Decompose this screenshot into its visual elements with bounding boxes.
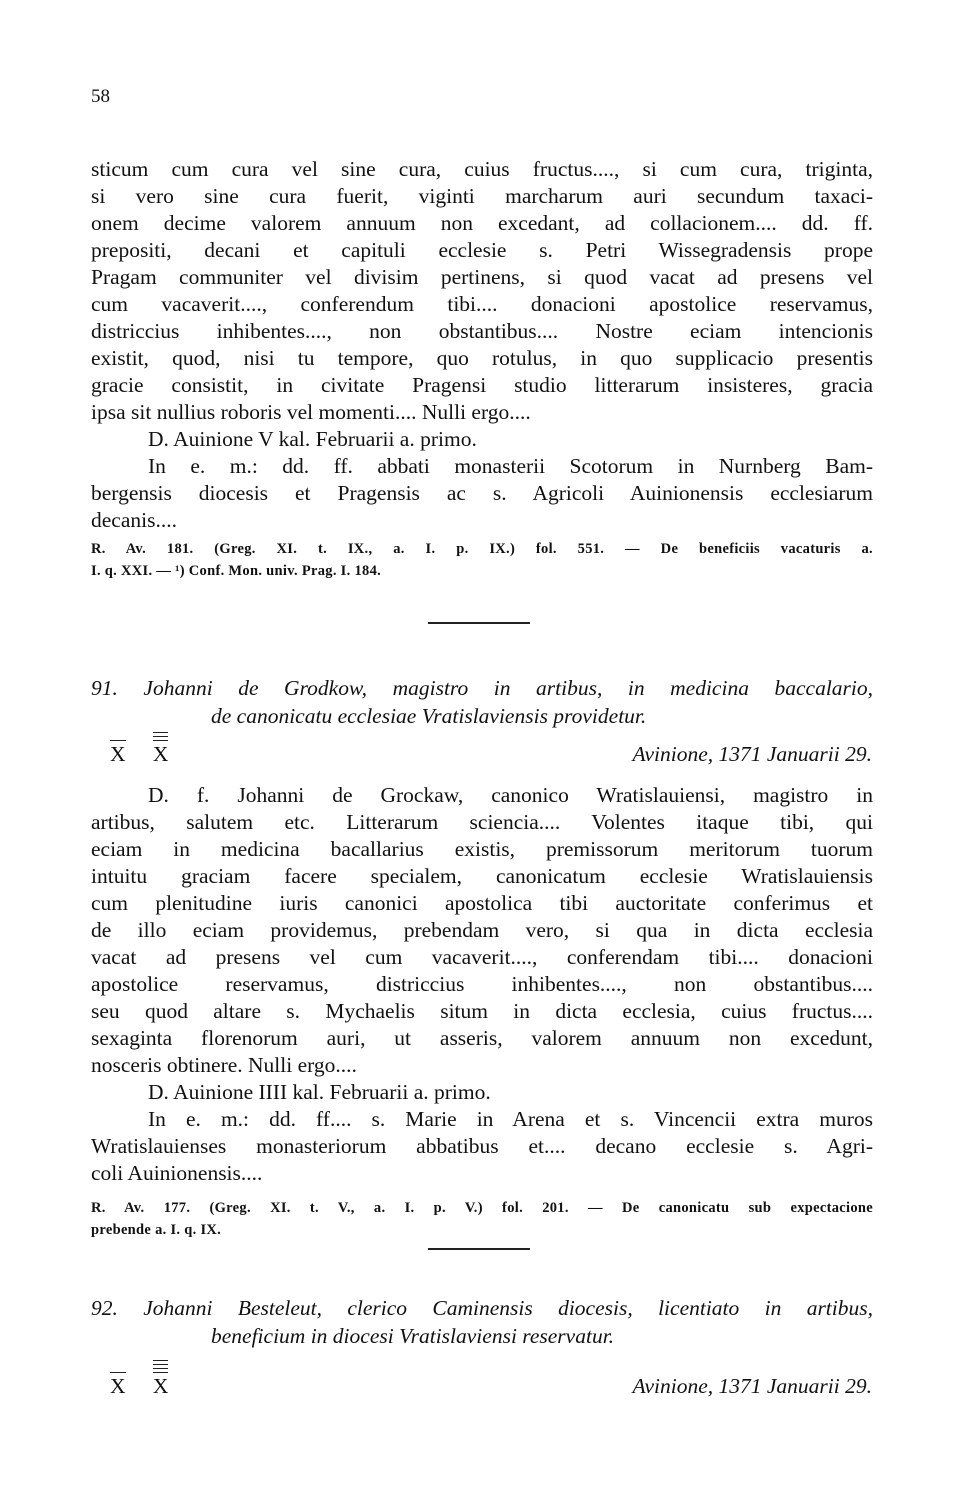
text-line: Pragam communiter vel divisim pertinens, si quod vacat ad presens vel (91, 265, 873, 289)
doc92-number: 92. (91, 1296, 118, 1320)
doc91-date: Avinione, 1371 Januarii 29. (632, 742, 872, 766)
footnote-line: prebende a. I. q. IX. (91, 1222, 222, 1238)
doc91-number: 91. (91, 676, 118, 700)
doc91-title-line2: de canonicatu ecclesiae Vratislaviensis providetur. (211, 704, 647, 728)
text-line: cum plenitudine iuris canonici apostolica tibi auctoritate conferimus et (91, 891, 873, 915)
footnote-line: I. q. XXI. — ¹) Conf. Mon. univ. Prag. I. 184. (91, 563, 382, 579)
doc92-sig-x1: X (110, 1374, 126, 1398)
top-footnotes (91, 538, 873, 582)
doc92-title-line1: Johanni Besteleut, clerico Caminensis diocesis, licentiato in artibus, (143, 1296, 873, 1320)
doc91-register-signature (110, 742, 190, 767)
text-line: sexaginta florenorum auri, ut asseris, valorem annuum non excedunt, (91, 1026, 873, 1050)
text-line: de illo eciam providemus, prebendam vero, si qua in dicta ecclesia (91, 918, 873, 942)
executors-line: decanis.... (91, 508, 177, 532)
text-line: eciam in medicina bacallarius existis, premissorum meritorum tuorum (91, 837, 873, 861)
doc91-sig-x1: X (110, 742, 126, 766)
doc92-date: Avinione, 1371 Januarii 29. (632, 1374, 872, 1398)
doc91-heading (91, 674, 873, 730)
text-line: seu quod altare s. Mychaelis situm in dicta ecclesia, cuius fructus.... (91, 999, 873, 1023)
text-line: cum vacaverit...., conferendum tibi.... donacioni apostolice reservamus, (91, 292, 873, 316)
section-divider (428, 1248, 530, 1250)
text-line: sticum cum cura vel sine cura, cuius fructus...., si cum cura, triginta, (91, 157, 873, 181)
text-line: ipsa sit nullius roboris vel momenti.... Nulli ergo.... (91, 400, 531, 424)
dating-line: D. Auinione IIII kal. Februarii a. primo. (148, 1080, 491, 1104)
doc92-heading (91, 1294, 873, 1350)
text-line: si vero sine cura fuerit, viginti marcharum auri secundum taxaci- (91, 184, 873, 208)
executors-line: In e. m.: dd. ff.... s. Marie in Arena et s. Vincencii extra muros (148, 1107, 873, 1131)
executors-line: Wratislauienses monasteriorum abbatibus et.... decano ecclesie s. Agri- (91, 1134, 873, 1158)
footnote-line: R. Av. 177. (Greg. XI. t. V., a. I. p. V.) fol. 201. — De canonicatu sub expectacione (91, 1200, 873, 1216)
dating-line: D. Auinione V kal. Februarii a. primo. (148, 427, 477, 451)
text-line: existit, quod, nisi tu tempore, quo rotulus, in quo supplicacio presentis (91, 346, 873, 370)
text-line: apostolice reservamus, districcius inhibentes...., non obstantibus.... (91, 972, 873, 996)
text-line: intuitu graciam facere specialem, canonicatum ecclesie Wratislauiensis (91, 864, 873, 888)
text-line: onem decime valorem annuum non excedant, ad collacionem.... dd. ff. (91, 211, 873, 235)
text-line: prepositi, decani et capituli ecclesie s. Petri Wissegradensis prope (91, 238, 873, 262)
doc91-text-block (91, 782, 873, 1187)
text-line: districcius inhibentes...., non obstantibus.... Nostre eciam intencionis (91, 319, 873, 343)
executors-line: coli Auinionensis.... (91, 1161, 263, 1185)
doc91-title-line1: Johanni de Grodkow, magistro in artibus, in medicina baccalario, (143, 676, 874, 700)
section-divider (428, 622, 530, 624)
doc91-sig-x2: X (153, 742, 169, 767)
text-line: gracie consistit, in civitate Pragensi studio litterarum insisteres, gracia (91, 373, 873, 397)
text-line: nosceris obtinere. Nulli ergo.... (91, 1053, 357, 1077)
doc91-footnotes (91, 1197, 873, 1241)
doc92-register-signature (110, 1374, 190, 1399)
text-line: artibus, salutem etc. Litterarum sciencia.... Volentes itaque tibi, qui (91, 810, 873, 834)
text-line: D. f. Johanni de Grockaw, canonico Wratislauiensi, magistro in (148, 783, 873, 807)
text-line: vacat ad presens vel cum vacaverit...., conferendam tibi.... donacioni (91, 945, 873, 969)
footnote-line: R. Av. 181. (Greg. XI. t. IX., a. I. p. IX.) fol. 551. — De beneficiis vacaturis a. (91, 541, 873, 557)
page-number: 58 (91, 86, 110, 107)
top-text-block (91, 156, 873, 534)
executors-line: bergensis diocesis et Pragensis ac s. Agricoli Auinionensis ecclesiarum (91, 481, 873, 505)
executors-line: In e. m.: dd. ff. abbati monasterii Scotorum in Nurnberg Bam- (148, 454, 873, 478)
doc92-sig-x2: X (153, 1374, 169, 1399)
doc92-title-line2: beneficium in diocesi Vratislaviensi reservatur. (211, 1324, 615, 1348)
